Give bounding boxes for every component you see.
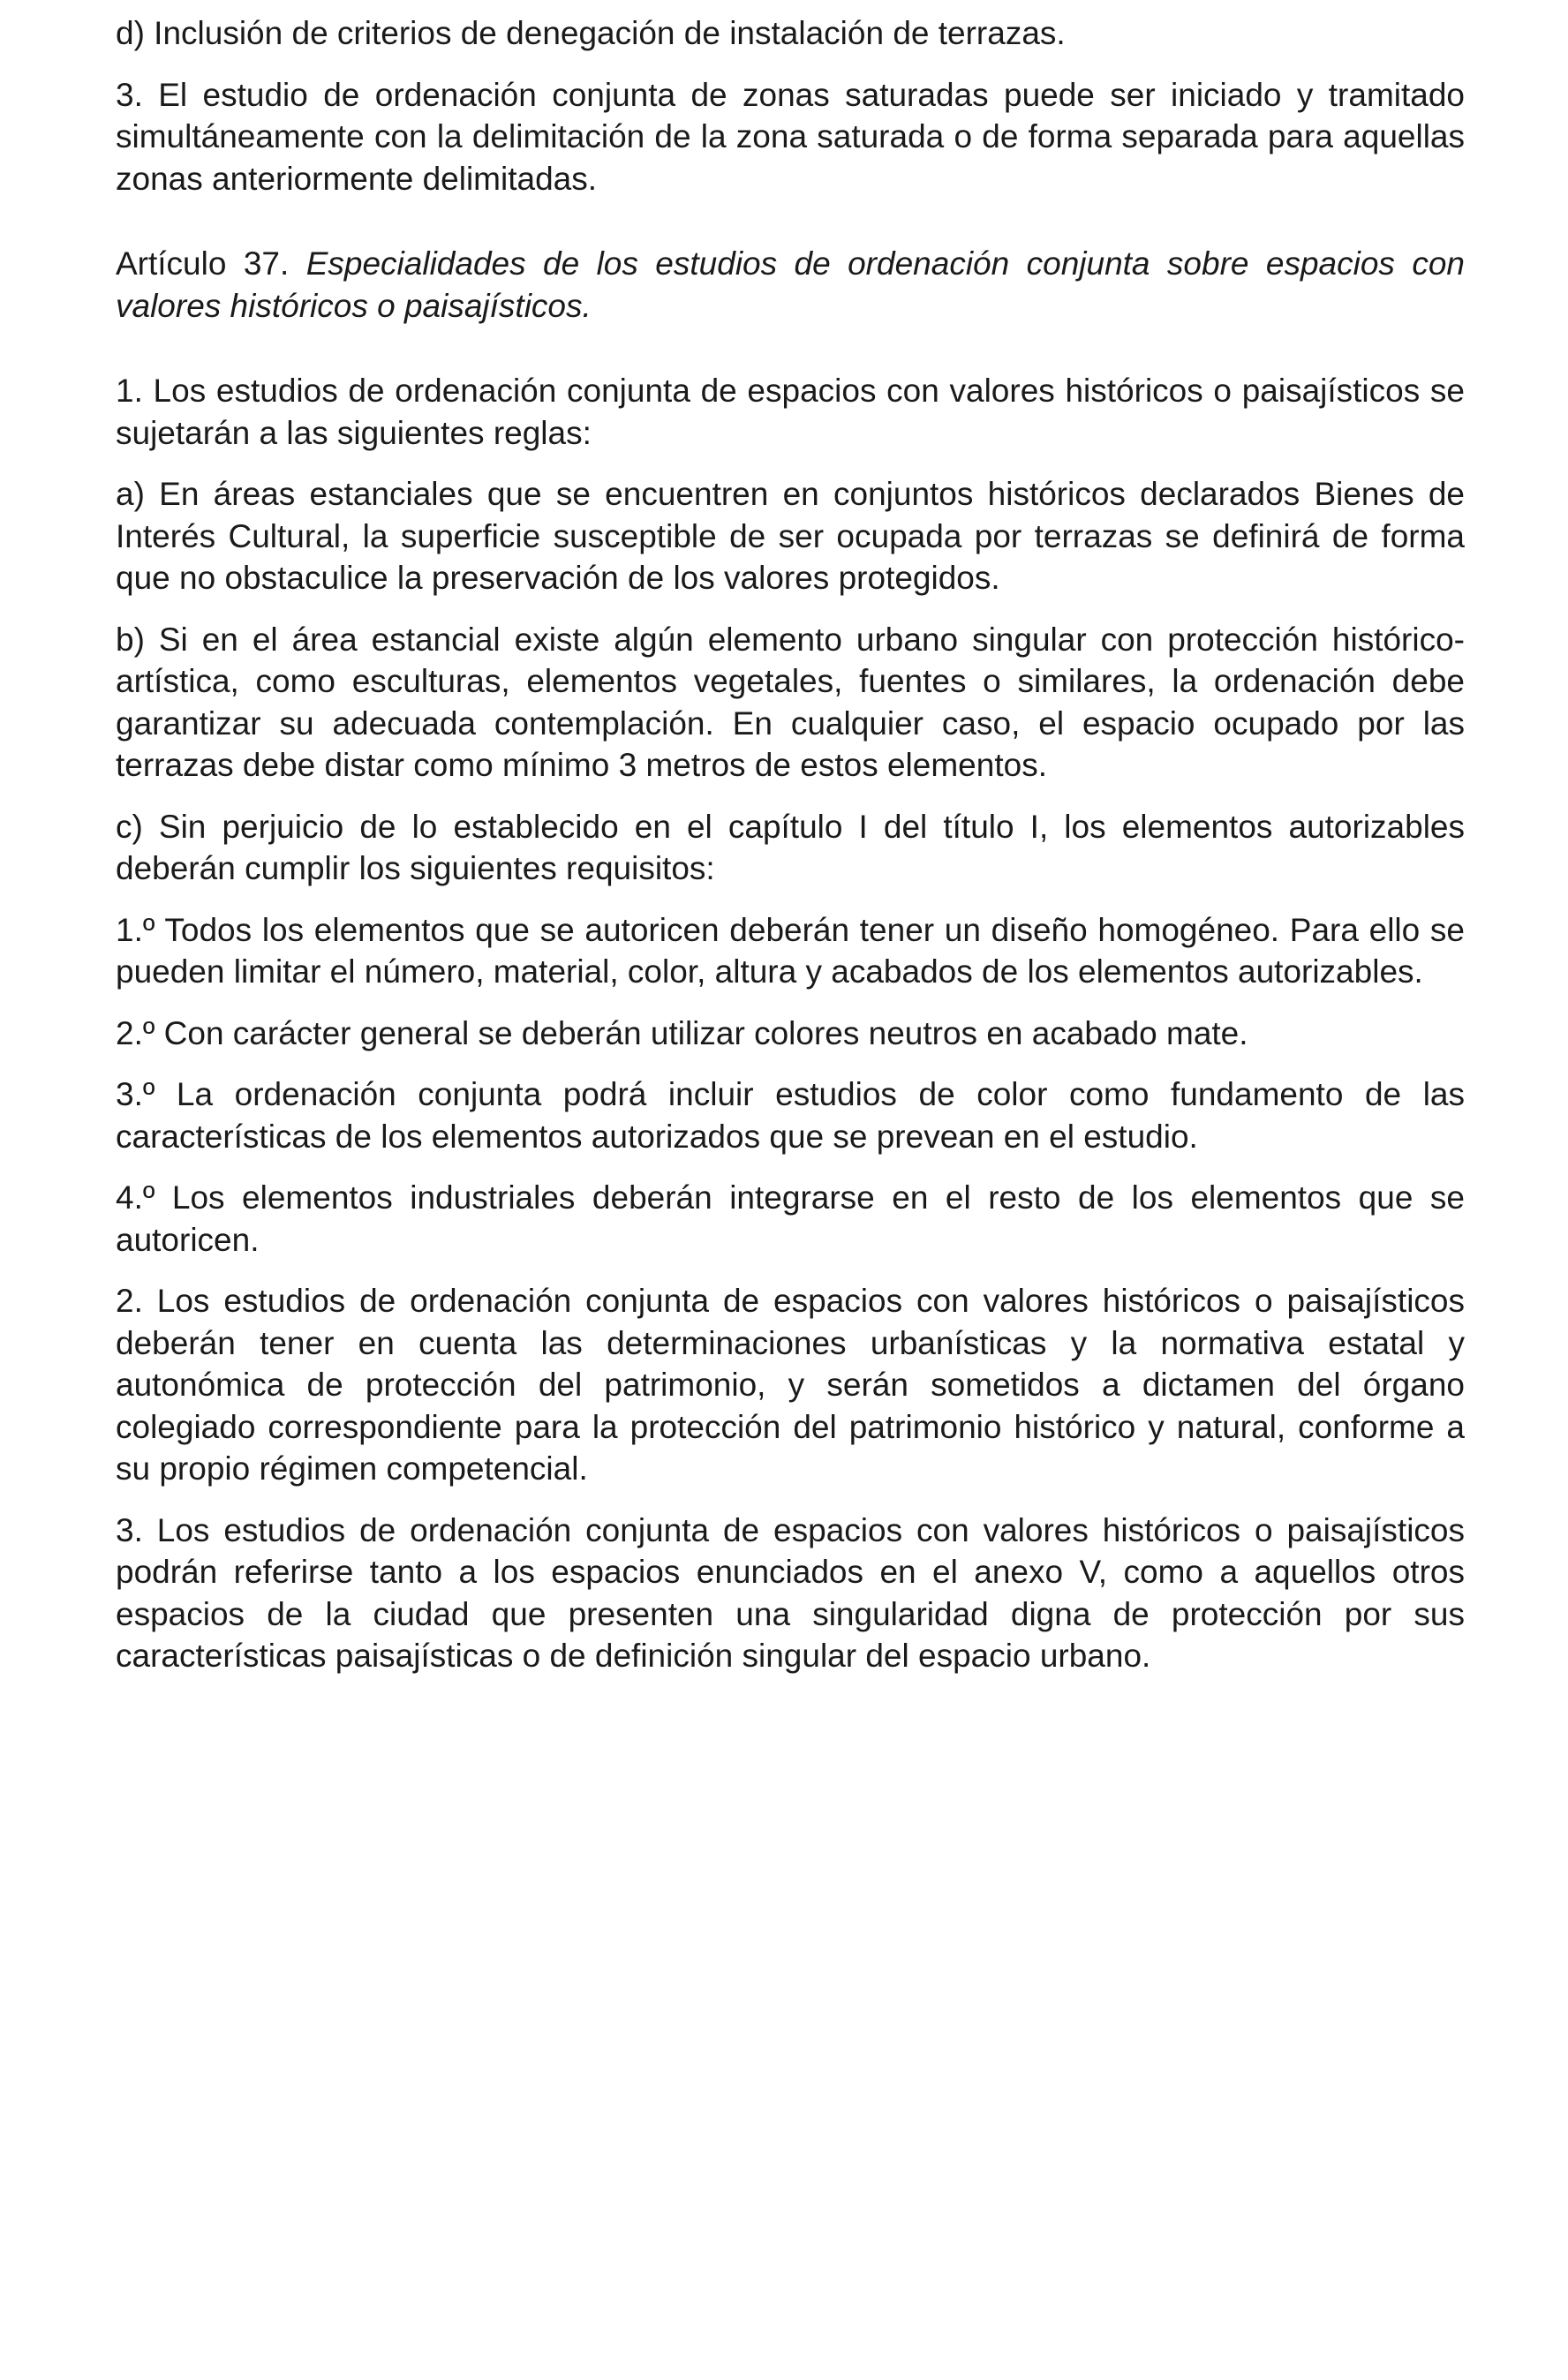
paragraph-2-determinaciones: 2. Los estudios de ordenación conjunta de espacios con valores históricos o paisajísticos deberán tener en cuenta las determinaciones urbanísticas y la normativa estatal y autonómica de protección del patrimonio, y serán sometidos a dictamen del órgano colegiado correspondiente para la protección del patrimonio histórico y natural, conforme a su propio régimen competencial. (116, 1283, 1465, 1487)
paragraph-item-c4: 4.º Los elementos industriales deberán integrarse en el resto de los elementos que se autoricen. (116, 1179, 1465, 1258)
article-37-heading (116, 243, 1465, 327)
paragraph-3-zonas-saturadas: 3. El estudio de ordenación conjunta de zonas saturadas puede ser iniciado y tramitado simultáneamente con la delimitación de la zona saturada o de forma separada para aquellas zonas anteriormente delimitadas. (116, 76, 1465, 197)
paragraph-item-c: c) Sin perjuicio de lo establecido en el capítulo I del título I, los elementos autorizables deberán cumplir los siguientes requisitos: (116, 808, 1465, 886)
paragraph-item-c1: 1.º Todos los elementos que se autoricen deberán tener un diseño homogéneo. Para ello se pueden limitar el número, material, color, altura y acabados de los elementos autorizables. (116, 911, 1465, 990)
document-page (116, 12, 1465, 1677)
paragraph-item-a: a) En áreas estanciales que se encuentren en conjuntos históricos declarados Bienes de Interés Cultural, la superficie susceptible de ser ocupada por terrazas se definirá de forma que no obstaculice la preservación de los valores protegidos. (116, 476, 1465, 596)
paragraph-item-c3: 3.º La ordenación conjunta podrá incluir estudios de color como fundamento de las características de los elementos autorizados que se prevean en el estudio. (116, 1076, 1465, 1155)
paragraph-item-b: b) Si en el área estancial existe algún elemento urbano singular con protección histórico-artística, como esculturas, elementos vegetales, fuentes o similares, la ordenación debe garantizar su adecuada contemplación. En cualquier caso, el espacio ocupado por las terrazas debe distar como mínimo 3 metros de estos elementos. (116, 621, 1465, 783)
article-37-title: Especialidades de los estudios de ordenación conjunta sobre espacios con valores históricos o paisajísticos. (116, 245, 1465, 324)
paragraph-1-reglas: 1. Los estudios de ordenación conjunta de espacios con valores históricos o paisajísticos se sujetarán a las siguientes reglas: (116, 373, 1465, 451)
article-37-label: Artículo 37. (116, 245, 290, 282)
paragraph-3-espacios: 3. Los estudios de ordenación conjunta de espacios con valores históricos o paisajísticos podrán referirse tanto a los espacios enunciados en el anexo V, como a aquellos otros espacios de la ciudad que presenten una singularidad digna de protección por sus características paisajísticas o de definición singular del espacio urbano. (116, 1511, 1465, 1674)
paragraph-item-c2: 2.º Con carácter general se deberán utilizar colores neutros en acabado mate. (116, 1014, 1248, 1051)
paragraph-item-d: d) Inclusión de criterios de denegación de instalación de terrazas. (116, 15, 1066, 51)
